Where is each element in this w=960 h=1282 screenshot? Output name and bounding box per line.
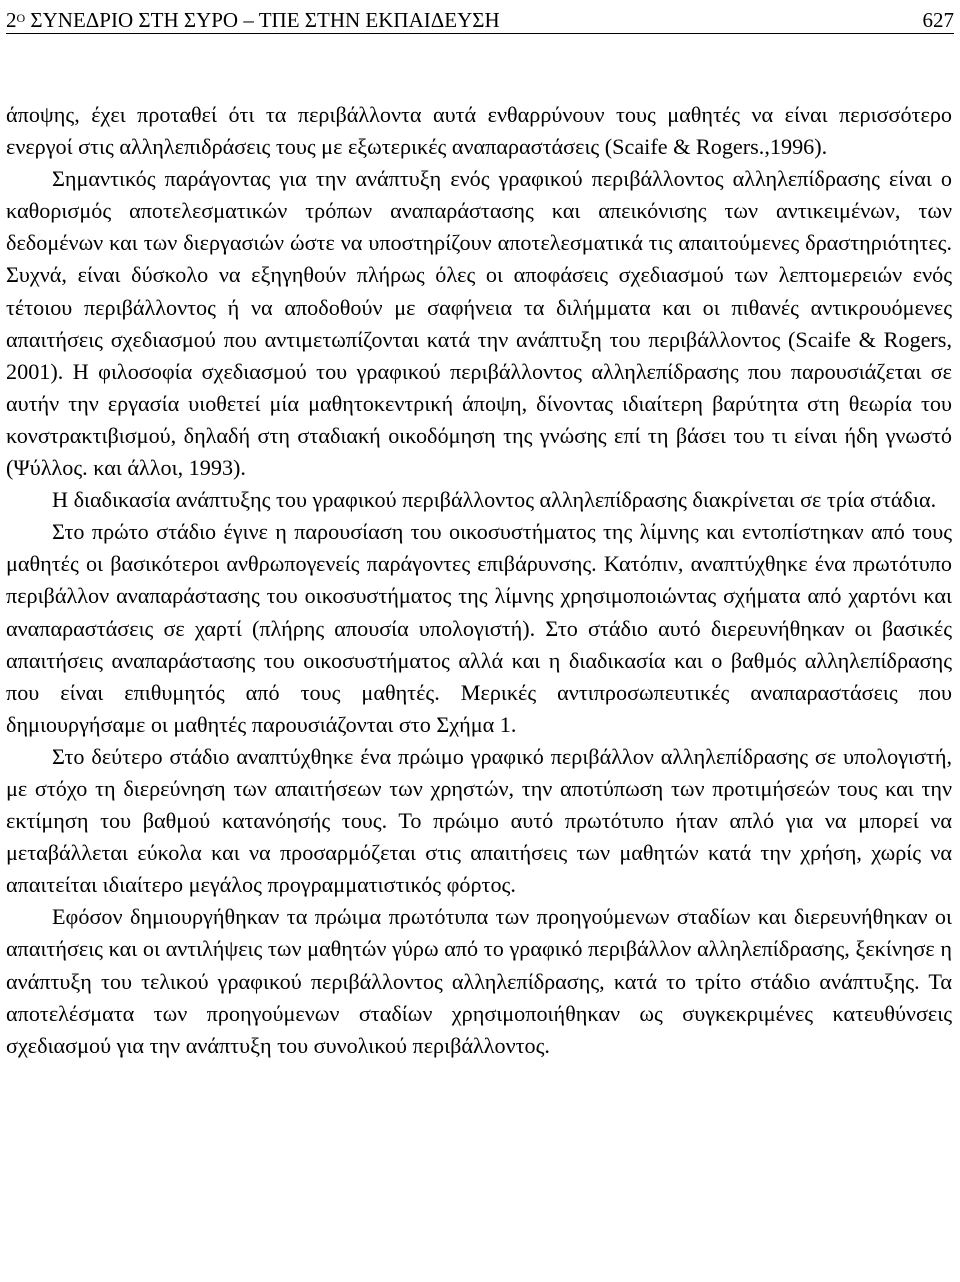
ordinal-number: 2 (6, 8, 17, 32)
running-header (6, 0, 954, 34)
conference-title (6, 8, 500, 32)
paragraph-design-factors: Σημαντικός παράγοντας για την ανάπτυξη ενός γραφικού περιβάλλοντος αλληλεπίδρασης είναι ο καθορισμός αποτελεσματικών τρόπων αναπαράστασης και απεικόνισης των αντικειμένων, των δεδομένων και των διεργασιών ώστε να υποστηρίζουν αποτελεσματικά τις απαιτούμενες δραστηριότητες. Συχνά, είναι δύσκολο να εξηγηθούν πλήρως όλες οι αποφάσεις σχεδιασμού των λεπτομερειών ενός τέτοιου περιβάλλοντος ή να αποδοθούν με σαφήνεια τα διλήμματα και οι πιθανές αντικρουόμενες απαιτήσεις σχεδιασμού που αντιμετωπίζονται κατά την ανάπτυξη του περιβάλλοντος (Scaife & Rogers, 2001). Η φιλοσοφία σχεδιασμού του γραφικού περιβάλλοντος αλληλεπίδρασης που παρουσιάζεται σε αυτήν την εργασία υιοθετεί μία μαθητοκεντρική άποψη, δίνοντας ιδιαίτερη βαρύτητα στη θεωρία του κονστρακτιβισμού, δηλαδή στη σταδιακή οικοδόμηση της γνώσης επί τη βάσει του τι είναι ήδη γνωστό (Ψύλλος. και άλλοι, 1993). (6, 166, 952, 481)
paragraph-development-process: Η διαδικασία ανάπτυξης του γραφικού περιβάλλοντος αλληλεπίδρασης διακρίνεται σε τρία στάδια. (52, 487, 937, 513)
paragraph-first-stage: Στο πρώτο στάδιο έγινε η παρουσίαση του οικοσυστήματος της λίμνης και εντοπίστηκαν από τους μαθητές οι βασικότεροι ανθρωπογενείς παράγοντες επιβάρυνσης. Κατόπιν, αναπτύχθηκε ένα πρωτότυπο περιβάλλον αναπαράστασης του οικοσυστήματος της λίμνης χρησιμοποιώντας σχήματα από χαρτόνι και αναπαραστάσεις σε χαρτί (πλήρης απουσία υπολογιστή). Στο στάδιο αυτό διερευνήθηκαν οι βασικές απαιτήσεις αναπαράστασης του οικοσυστήματος αλλά και η διαδικασία και ο βαθμός αλληλεπίδρασης που είναι επιθυμητός από τους μαθητές. Μερικές αντιπροσωπευτικές αναπαραστάσεις που δημιουργήσαμε οι μαθητές παρουσιάζονται στο Σχήμα 1. (6, 519, 952, 737)
body-text (6, 99, 952, 1062)
paragraph-second-stage: Στο δεύτερο στάδιο αναπτύχθηκε ένα πρώιμο γραφικό περιβάλλον αλληλεπίδρασης σε υπολογιστή, με στόχο τη διερεύνηση των απαιτήσεων των χρηστών, την αποτύπωση των προτιμήσεών τους και την εκτίμηση του βαθμού κατανόησής τους. Το πρώιμο αυτό πρωτότυπο ήταν απλό για να μπορεί να μεταβάλλεται εύκολα και να προσαρμόζεται στις απαιτήσεις των μαθητών κατά την χρήση, χωρίς να απαιτείται ιδιαίτερο μεγάλος προγραμματιστικός φόρτος. (6, 743, 952, 898)
paragraph-continuation: άποψης, έχει προταθεί ότι τα περιβάλλοντα αυτά ενθαρρύνουν τους μαθητές να είναι περισσότερο ενεργοί στις αλληλεπιδράσεις τους με εξωτερικές αναπαραστάσεις (Scaife & Rogers.,1996). (6, 102, 952, 160)
paragraph-third-stage: Εφόσον δημιουργήθηκαν τα πρώιμα πρωτότυπα των προηγούμενων σταδίων και διερευνήθηκαν οι απαιτήσεις και οι αντιλήψεις των μαθητών γύρω από το γραφικό περιβάλλον αλληλεπίδρασης, ξεκίνησε η ανάπτυξη του τελικού γραφικού περιβάλλοντος αλληλεπίδρασης, κατά το τρίτο στάδιο ανάπτυξης. Τα αποτελέσματα των προηγούμενων σταδίων χρησιμοποιήθηκαν ως συγκεκριμένες κατευθύνσεις σχεδιασμού για την ανάπτυξη του συνολικού περιβάλλοντος. (6, 904, 952, 1058)
conference-title-text: ΣΥΝΕΔΡΙΟ ΣΤΗ ΣΥΡΟ – ΤΠΕ ΣΤΗΝ ΕΚΠΑΙΔΕΥΣΗ (30, 8, 500, 32)
page-number: 627 (922, 8, 954, 32)
ordinal-suffix: Ο (16, 11, 26, 25)
